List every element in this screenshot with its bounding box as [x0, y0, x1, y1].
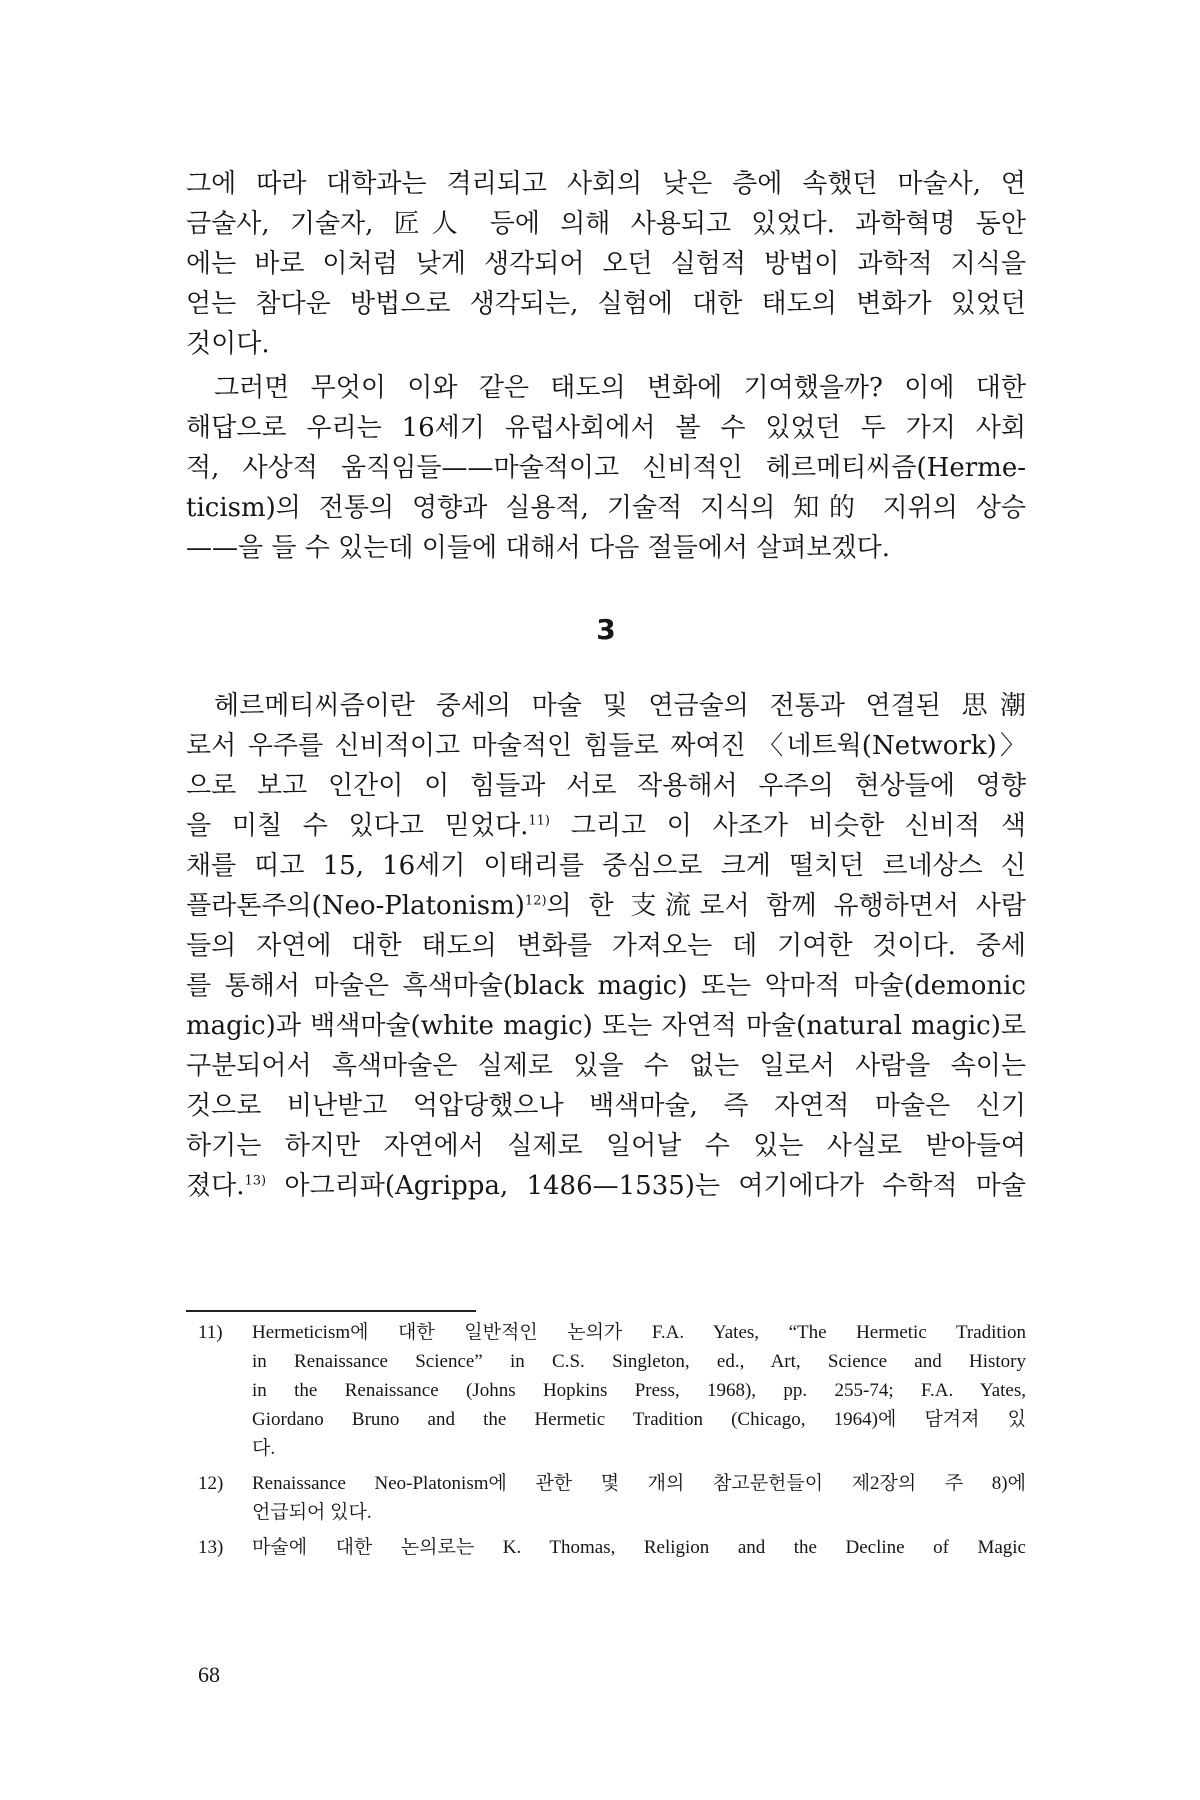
footnote-line: in Renaissance Science” in C.S. Singleton, ed., Art, Science and History [252, 1351, 1026, 1372]
text-segment: 그리고 이 사조가 비슷한 신비적 색 [549, 811, 1026, 841]
footnote-line: 다. [252, 1438, 276, 1459]
text-line [186, 806, 1026, 846]
text-line: 해답으로 우리는 16세기 유럽사회에서 볼 수 있었던 두 가지 사회 [186, 413, 1026, 443]
text-line: 적, 사상적 움직임들——마술적이고 신비적인 헤르메티씨즘(Herme- [186, 453, 1026, 483]
footnote-11 [186, 1318, 1026, 1463]
text-line: 채를 띠고 15, 16세기 이태리를 중심으로 크게 떨치던 르네상스 신 [186, 851, 1026, 881]
text-line: ——을 들 수 있는데 이들에 대해서 다음 절들에서 살펴보겠다. [186, 533, 891, 563]
text-line: 얻는 참다운 방법으로 생각되는, 실험에 대한 태도의 변화가 있었던 [186, 289, 1026, 319]
text-line: 들의 자연에 대한 태도의 변화를 가져오는 데 기여한 것이다. 중세 [186, 931, 1026, 961]
text-line: ticism)의 전통의 영향과 실용적, 기술적 지식의 知的 지위의 상승 [186, 493, 1026, 523]
text-line: 에는 바로 이처럼 낮게 생각되어 오던 실험적 방법이 과학적 지식을 [186, 249, 1026, 279]
footnote-marker-12[interactable]: 12) [524, 893, 547, 909]
page-number: 68 [198, 1662, 220, 1687]
footnotes [186, 1318, 1026, 1562]
footnote-line: Renaissance Neo-Platonism에 관한 몇 개의 참고문헌들이 제2장의 주 8)에 [252, 1473, 1026, 1494]
footnote-line: 마술에 대한 논의로는 K. Thomas, Religion and the Decline of Magic [252, 1537, 1026, 1558]
paragraph-1 [186, 164, 1026, 364]
paragraph-3 [186, 686, 1026, 1206]
text-line: 구분되어서 흑색마술은 실제로 있을 수 없는 일로서 사람을 속이는 [186, 1051, 1026, 1081]
text-line: magic)과 백색마술(white magic) 또는 자연적 마술(natural magic)로 [186, 1011, 1026, 1041]
section-number: 3 [596, 613, 616, 646]
footnote-number: 11) [198, 1322, 223, 1343]
text-line: 것이다. [186, 329, 270, 359]
text-line: 금술사, 기술자, 匠人 등에 의해 사용되고 있었다. 과학혁명 동안 [186, 209, 1026, 239]
text-line [186, 1166, 1026, 1206]
text-line: 것으로 비난받고 억압당했으나 백색마술, 즉 자연적 마술은 신기 [186, 1091, 1026, 1121]
text-line: 으로 보고 인간이 이 힘들과 서로 작용해서 우주의 현상들에 영향 [186, 771, 1026, 801]
text-line: 하기는 하지만 자연에서 실제로 일어날 수 있는 사실로 받아들여 [186, 1131, 1026, 1161]
footnote-line: Hermeticism에 대한 일반적인 논의가 F.A. Yates, “The Hermetic Tradition [252, 1322, 1026, 1343]
footnote-marker-13[interactable]: 13) [244, 1173, 267, 1189]
footnote-line: in the Renaissance (Johns Hopkins Press, 1968), pp. 255-74; F.A. Yates, [252, 1380, 1026, 1401]
footnote-rule [186, 1310, 476, 1312]
footnote-marker-11[interactable]: 11) [528, 813, 550, 829]
footnote-13 [186, 1533, 1026, 1562]
text-segment: 아그리파(Agrippa, 1486—1535)는 여기에다가 수학적 마술 [266, 1171, 1026, 1201]
footnote-number: 12) [198, 1473, 224, 1494]
text-segment: 의 한 支流로서 함께 유행하면서 사람 [546, 891, 1026, 921]
text-line [186, 886, 1026, 926]
paragraph-2 [186, 368, 1026, 568]
text-segment: 졌다. [186, 1171, 245, 1201]
text-line: 헤르메티씨즘이란 중세의 마술 및 연금술의 전통과 연결된 思潮 [214, 691, 1026, 721]
footnote-line: Giordano Bruno and the Hermetic Tradition (Chicago, 1964)에 담겨져 있 [252, 1409, 1026, 1430]
text-line: 그러면 무엇이 이와 같은 태도의 변화에 기여했을까? 이에 대한 [214, 373, 1026, 403]
footnote-number: 13) [198, 1537, 224, 1558]
text-line: 를 통해서 마술은 흑색마술(black magic) 또는 악마적 마술(demonic [186, 971, 1026, 1001]
text-line: 로서 우주를 신비적이고 마술적인 힘들로 짜여진 〈네트웍(Network)〉 [186, 731, 1026, 761]
footnote-12 [186, 1469, 1026, 1527]
text-segment: 플라톤주의(Neo-Platonism) [186, 891, 525, 921]
text-segment: 을 미칠 수 있다고 믿었다. [186, 811, 529, 841]
footnote-line: 언급되어 있다. [252, 1502, 372, 1523]
text-line: 그에 따라 대학과는 격리되고 사회의 낮은 층에 속했던 마술사, 연 [186, 169, 1026, 199]
